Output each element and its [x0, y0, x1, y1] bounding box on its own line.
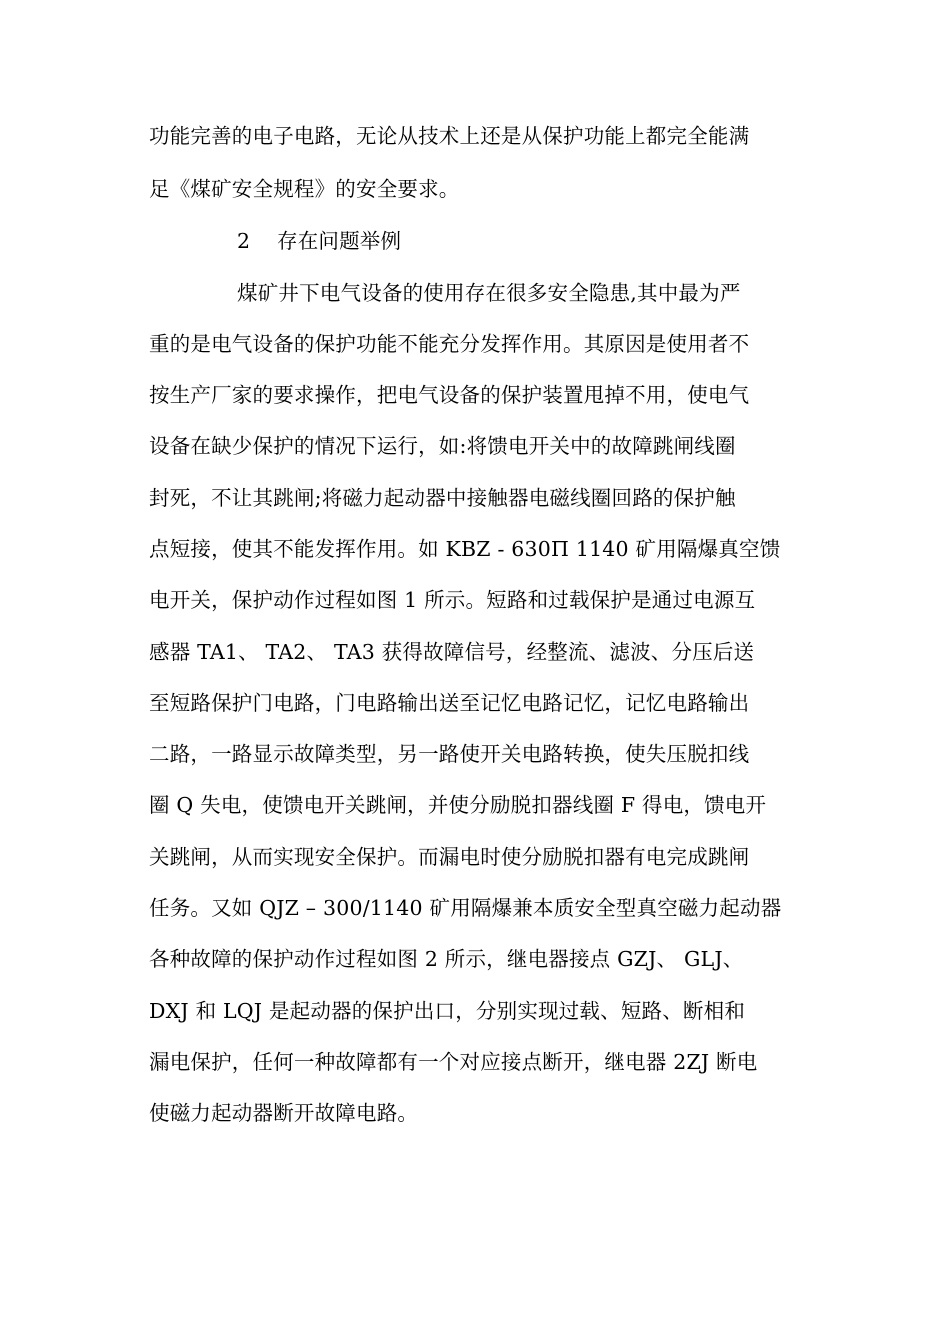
text-line: 功能完善的电子电路，无论从技术上还是从保护功能上都完全能满 — [149, 124, 750, 148]
paragraph-line: 任务。又如 QJZ – 300/1140 矿用隔爆兼本质安全型真空磁力起动器 — [149, 896, 782, 920]
paragraph-line: 漏电保护，任何一种故障都有一个对应接点断开，继电器 2ZJ 断电 — [149, 1050, 758, 1074]
paragraph-line: 各种故障的保护动作过程如图 2 所示，继电器接点 GZJ、 GLJ、 — [149, 947, 744, 971]
paragraph-line: 重的是电气设备的保护功能不能充分发挥作用。其原因是使用者不 — [149, 332, 750, 356]
paragraph-line: 至短路保护门电路，门电路输出送至记忆电路记忆，记忆电路输出 — [149, 691, 750, 715]
paragraph-line: 关跳闸，从而实现安全保护。而漏电时使分励脱扣器有电完成跳闸 — [149, 845, 750, 869]
paragraph-last-line: 使磁力起动器断开故障电路。 — [149, 1101, 419, 1125]
section-title: 存在问题举例 — [277, 229, 402, 253]
paragraph-line: DXJ 和 LQJ 是起动器的保护出口，分别实现过载、短路、断相和 — [149, 999, 746, 1023]
paragraph-first-line: 煤矿井下电气设备的使用存在很多安全隐患,其中最为严 — [237, 281, 741, 305]
paragraph-line: 电开关，保护动作过程如图 1 所示。短路和过载保护是通过电源互 — [149, 588, 756, 612]
paragraph-line: 封死，不让其跳闸;将磁力起动器中接触器电磁线圈回路的保护触 — [149, 486, 736, 510]
paragraph-line: 设备在缺少保护的情况下运行，如:将馈电开关中的故障跳闸线圈 — [149, 434, 736, 458]
paragraph-line: 圈 Q 失电，使馈电开关跳闸，并使分励脱扣器线圈 F 得电，馈电开 — [149, 793, 767, 817]
section-number: 2 — [237, 229, 251, 253]
section-heading — [237, 226, 897, 256]
text-line: 足《煤矿安全规程》的安全要求。 — [149, 177, 460, 201]
paragraph-line: 感器 TA1、 TA2、 TA3 获得故障信号，经整流、滤波、分压后送 — [149, 640, 755, 664]
paragraph-line: 二路，一路显示故障类型，另一路使开关电路转换，使失压脱扣线 — [149, 742, 750, 766]
paragraph-line: 按生产厂家的要求操作，把电气设备的保护装置甩掉不用，使电气 — [149, 383, 750, 407]
paragraph-line: 点短接，使其不能发挥作用。如 KBZ - 630Π 1140 矿用隔爆真空馈 — [149, 537, 781, 561]
